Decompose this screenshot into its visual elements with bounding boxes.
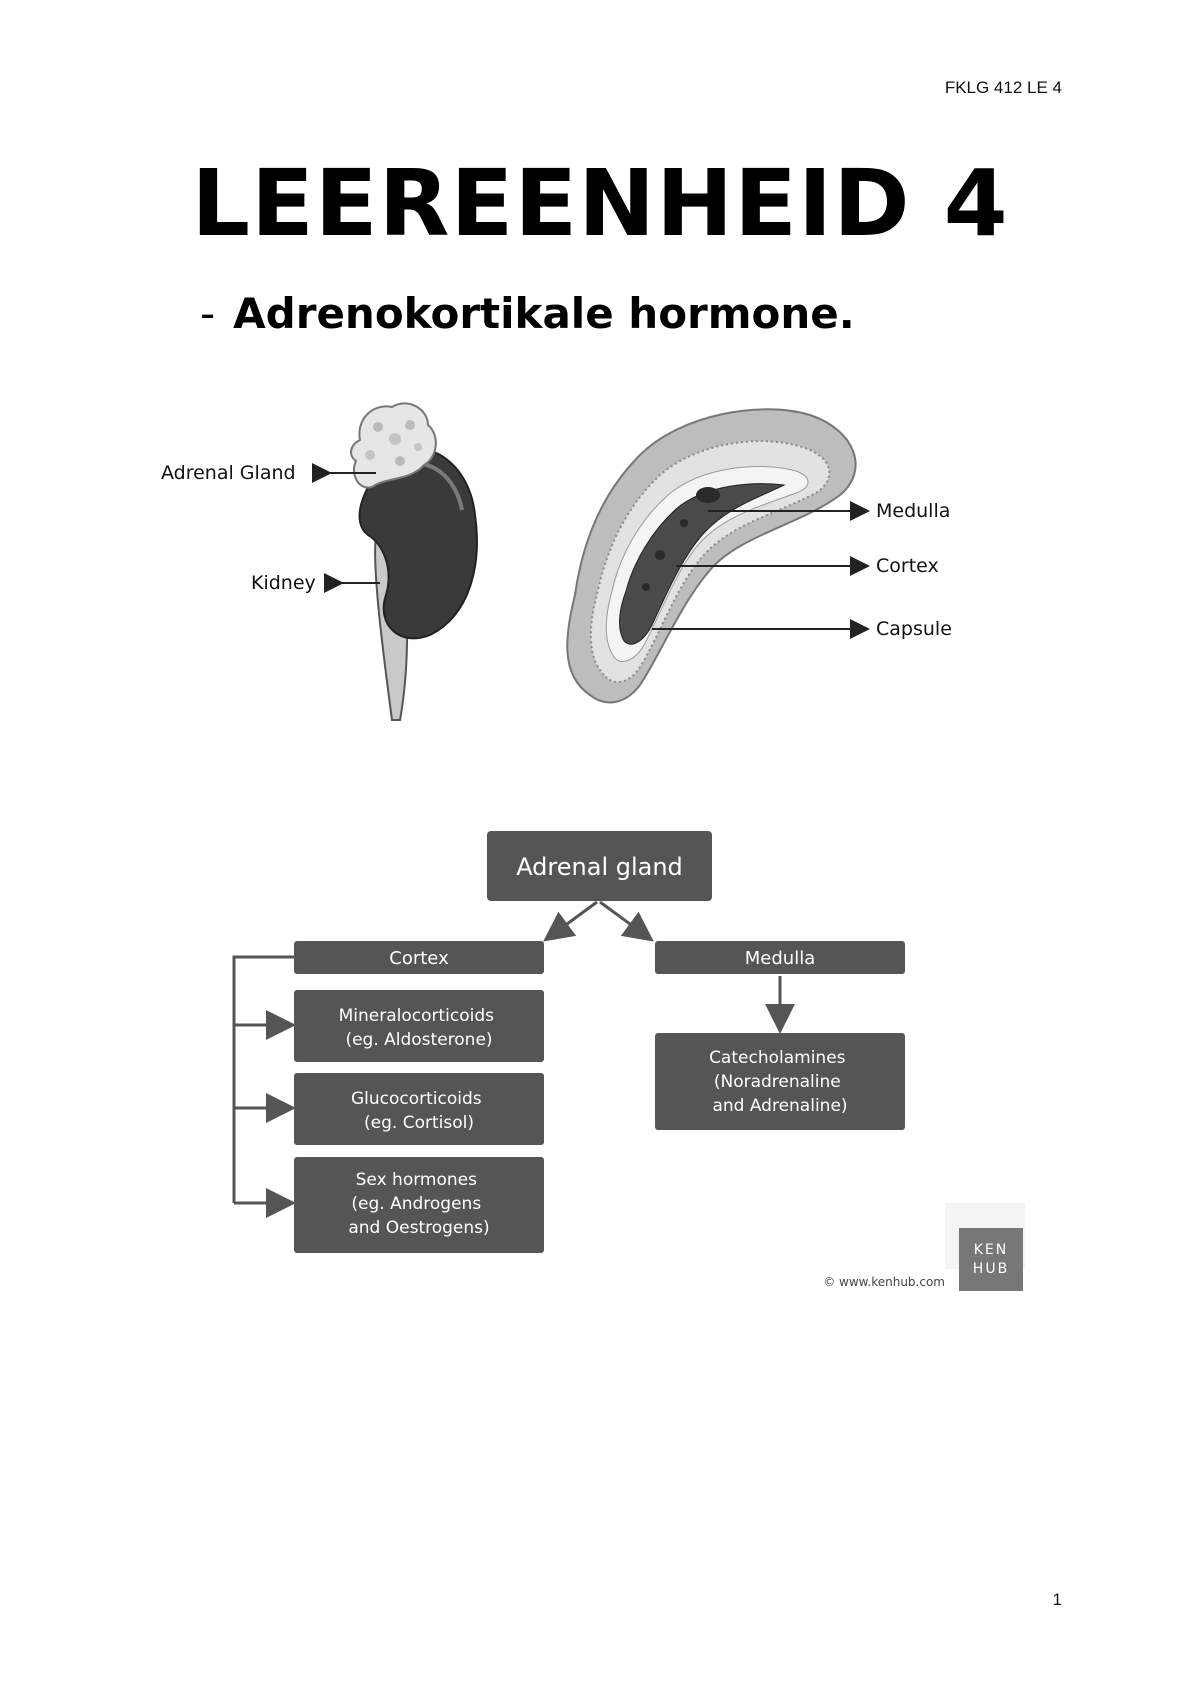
catecholamines-label: [709, 1048, 851, 1116]
page-title: LEEREENHEID 4: [191, 150, 1009, 257]
adrenal-cross-section-drawing: [567, 409, 855, 702]
root-to-cortex-arrow: [548, 902, 597, 938]
kenhub-logo-line-2: HUB: [972, 1261, 1010, 1277]
header-course-code: FKLG 412 LE 4: [944, 78, 1062, 97]
sex-hormones-line-1: Sex hormones: [355, 1170, 477, 1190]
cortex-box-label: Cortex: [389, 948, 449, 969]
cortex-bracket-line: [234, 957, 294, 1203]
sex-hormones-line-3: and Oestrogens): [348, 1218, 490, 1238]
medulla-label: Medulla: [876, 500, 951, 522]
kenhub-logo-line-1: KEN: [973, 1242, 1009, 1258]
cortex-label: Cortex: [876, 555, 939, 577]
catecholamines-line-3: and Adrenaline): [712, 1096, 848, 1116]
mineralocorticoids-box: [294, 990, 544, 1062]
kenhub-credit: © www.kenhub.com: [823, 1275, 945, 1289]
subtitle-dash: -: [200, 289, 216, 338]
sex-hormones-label: [348, 1170, 489, 1238]
glucocorticoids-line-2: (eg. Cortisol): [364, 1113, 474, 1133]
page-subtitle: [200, 289, 855, 338]
page-number: 1: [1052, 1590, 1062, 1609]
capsule-label: Capsule: [876, 618, 952, 640]
mineralocorticoids-line-2: (eg. Aldosterone): [345, 1030, 493, 1050]
glucocorticoids-box: [294, 1073, 544, 1145]
root-to-medulla-arrow: [600, 902, 649, 938]
kidney-label: Kidney: [251, 572, 316, 594]
adrenal-gland-label: Adrenal Gland: [161, 462, 296, 484]
catecholamines-line-1: Catecholamines: [709, 1048, 846, 1068]
sex-hormones-line-2: (eg. Androgens: [351, 1194, 482, 1214]
kidney-drawing: [360, 449, 477, 720]
subtitle-text: Adrenokortikale hormone.: [233, 289, 855, 338]
mineralocorticoids-line-1: Mineralocorticoids: [338, 1006, 494, 1026]
medulla-box-label: Medulla: [744, 948, 816, 969]
kenhub-logo: [945, 1203, 1025, 1291]
adrenal-gland-flowchart: [0, 820, 1200, 1300]
adrenal-gland-box-label: Adrenal gland: [516, 853, 683, 881]
glucocorticoids-line-1: Glucocorticoids: [350, 1089, 482, 1109]
catecholamines-line-2: (Noradrenaline: [713, 1072, 841, 1092]
adrenal-anatomy-illustration: [0, 395, 1200, 725]
